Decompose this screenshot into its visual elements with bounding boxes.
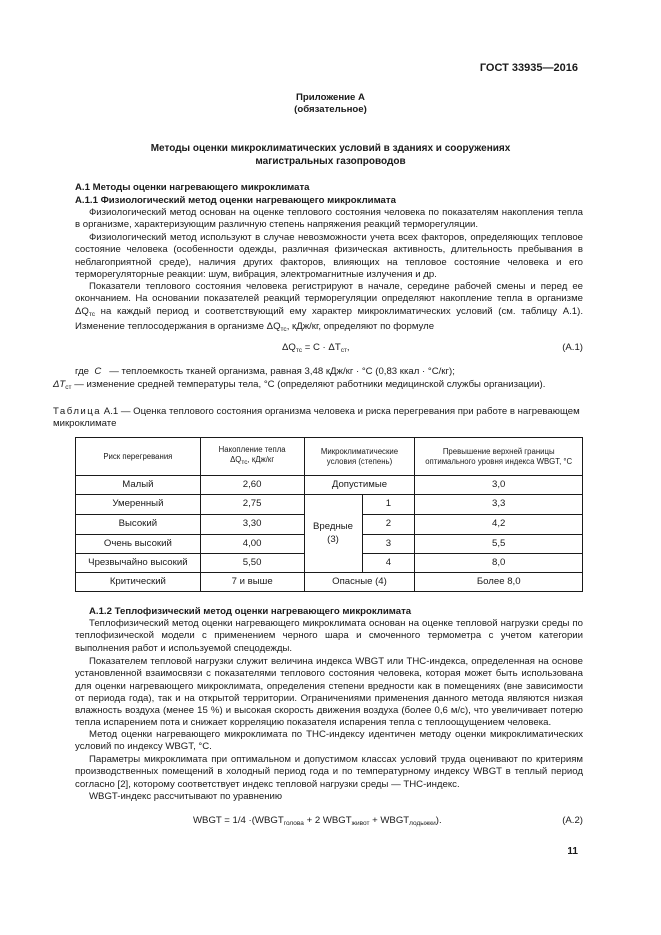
cell-heat: 2,75 (200, 495, 304, 515)
cell-risk: Высокий (76, 515, 201, 535)
cell-conditions: Допустимые (304, 476, 415, 495)
paragraph: Физиологический метод используют в случае невозможности учета всех факторов, определяющих тепловое состояние человека (особенности одежды, различная физическая активность, длительность пребывания в неблагоприятной среде), наличия других факторов, влияющих на тепловое состояние человека и его терморегуляторные реакции: шум, вибрация, электромагнитные излучения и др. (75, 232, 583, 280)
cell-wbgt: 5,5 (415, 535, 583, 554)
cell-wbgt: 3,3 (415, 495, 583, 515)
appendix-title: Приложение А (296, 92, 365, 103)
risk-table (75, 437, 583, 592)
cell-degree: 4 (362, 554, 415, 573)
formula-a1: $\Delta Q_{тс} = C \cdot \Delta T_{ст}$, (282, 342, 350, 354)
equation-number: (А.1) (562, 342, 583, 353)
paragraph: Метод оценки нагревающего микроклимата по ТНС-индексу идентичен методу оценки микроклиматических условий по индексу WBGT, °С. (75, 729, 583, 753)
page-number: 11 (567, 846, 578, 857)
cell-conditions: Опасные (4) (304, 573, 415, 592)
appendix-status: (обязательное) (294, 104, 367, 115)
cell-heat: 3,30 (200, 515, 304, 535)
cell-heat: 5,50 (200, 554, 304, 573)
header-wbgt: Превышение верхней границы оптимального уровня индекса WBGT, °С (415, 438, 583, 476)
section-a1-heading: А.1 Методы оценки нагревающего микроклимата (75, 182, 310, 193)
cell-degree: 1 (362, 495, 415, 515)
cell-heat: 2,60 (200, 476, 304, 495)
cell-wbgt: Более 8,0 (415, 573, 583, 592)
cell-risk: Чрезвычайно высокий (76, 554, 201, 573)
paragraph: Показатели теплового состояния человека регистрируют в начале, середине рабочей смены и перед ее окончанием. На основании показателей реакций терморегуляции определяют накопление тепла в организме $\Delta Q_{тс}$ на каждый период и соответствующий ему характер микроклиматических условий (см. таблицу А.1). Изменение теплосодержания в организме $\Delta Q_{тс}$, кДж/кг, определяют по формуле (75, 281, 583, 333)
table-row (76, 476, 583, 495)
table-row (76, 573, 583, 592)
cell-wbgt: 4,2 (415, 515, 583, 535)
cell-degree: 2 (362, 515, 415, 535)
where-t: $\Delta T_{ст}$ — изменение средней температуры тела, °С (определяют работники медицинской службы организации). (53, 379, 546, 391)
table-caption: Таблица А.1 — Оценка теплового состояния организма человека и риска перегревания при работе в нагревающем микроклимате (53, 406, 580, 430)
cell-wbgt: 8,0 (415, 554, 583, 573)
paragraph: Теплофизический метод оценки нагревающего микроклимата основан на оценке тепловой нагрузки среды по теплофизической модели с применением черного шара и смоченного термометра с учетом категории выполнения работ и используемой спецодежды. (75, 618, 583, 654)
header-heat: Накопление тепла $\Delta Q_{тс}$, кДж/кг (200, 438, 304, 476)
cell-heat: 4,00 (200, 535, 304, 554)
main-title-line-1: Методы оценки микроклиматических условий в зданиях и сооружениях (150, 143, 511, 154)
table-row (76, 495, 583, 515)
section-a11-heading: А.1.1 Физиологический метод оценки нагревающего микроклимата (75, 195, 396, 206)
cell-risk: Очень высокий (76, 535, 201, 554)
paragraph: WBGT-индекс рассчитывают по уравнению (89, 791, 283, 802)
paragraph: Показателем тепловой нагрузки служит величина индекса WBGT или ТНС-индекса, определенная на основе установленной взаимосвязи с показателями теплового состояния человека, которая может быть использована для оценки нагревающего микроклимата, определения степени вредности как в помещениях (вне зависимости от периода года), так и на открытой территории. Ограничениями применения данного метода являются низкая влажность воздуха (менее 15 %) и высокая скорость движения воздуха (более 0,6 м/с), что увеличивает потерю тепла испарением пота и снижает корреляцию показателя испарения тепла с теплоощущением человека. (75, 656, 583, 729)
equation-number: (А.2) (562, 815, 583, 826)
header-conditions: Микроклиматические условия (степень) (304, 438, 415, 476)
paragraph: Параметры микроклимата при оптимальном и допустимом классах условий труда оценивают по критериям производственных помещений в холодный период года и по температурному индексу WBGT в теплый период согласно [2], которому соответствует индекс тепловой нагрузки среды — ТНС-индекс. (75, 754, 583, 790)
cell-risk: Критический (76, 573, 201, 592)
cell-wbgt: 3,0 (415, 476, 583, 495)
formula-a2: WBGT = $1/4 \cdot(WBGT_{голова} + 2$ $WBGT_{живот}$ + $WBGT_{лодыжки}$). (193, 815, 442, 827)
main-title-line-2: магистральных газопроводов (255, 156, 406, 167)
header-risk: Риск перегревания (76, 438, 201, 476)
where-c: где C — теплоемкость тканей организма, равная 3,48 кДж/кг · °С (0,83 ккал · °С/кг); (75, 366, 455, 377)
cell-risk: Малый (76, 476, 201, 495)
document-id: ГОСТ 33935—2016 (479, 62, 578, 74)
cell-harmful: Вредные (3) (304, 495, 362, 573)
section-a12-heading: А.1.2 Теплофизический метод оценки нагревающего микроклимата (89, 606, 412, 617)
paragraph: Физиологический метод основан на оценке теплового состояния человека по показателям накопления тепла в организме, характеризующим различную степень напряжения реакций терморегуляции. (75, 207, 583, 231)
cell-risk: Умеренный (76, 495, 201, 515)
table-header-row (76, 438, 583, 476)
cell-degree: 3 (362, 535, 415, 554)
cell-heat: 7 и выше (200, 573, 304, 592)
